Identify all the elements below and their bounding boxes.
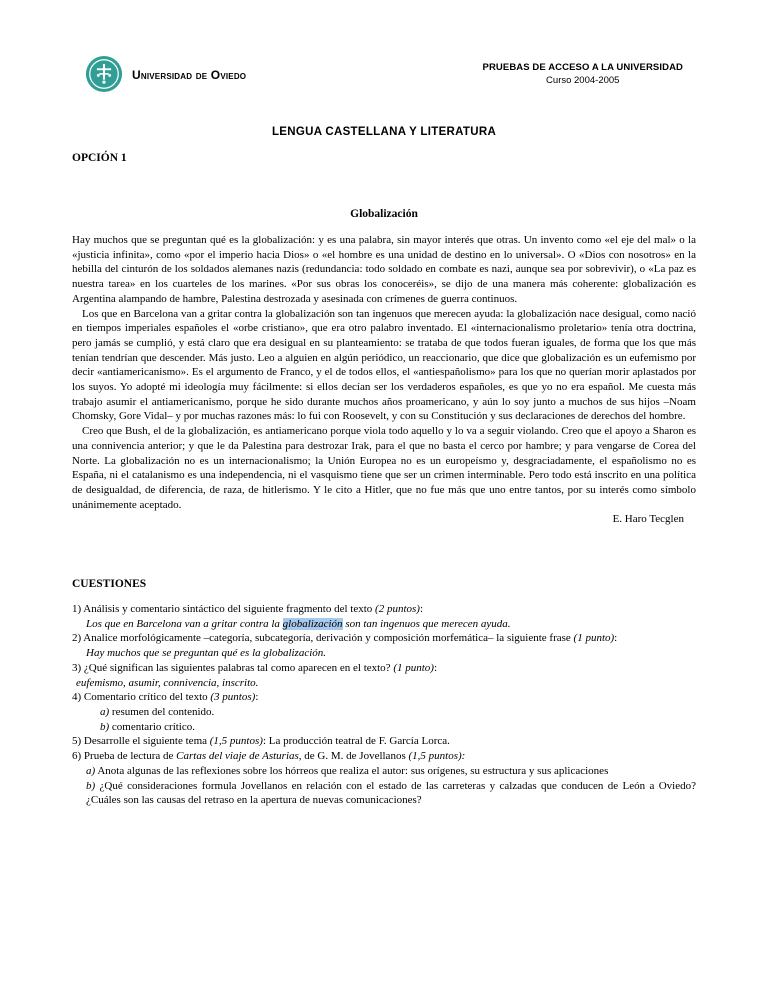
question-1 [72,602,696,631]
question-3-statement [72,661,696,676]
question-3 [72,661,696,690]
question-3-colon: : [433,661,438,674]
questions-heading: CUESTIONES [72,578,147,591]
question-1-statement [72,602,696,617]
question-3-points: (1 punto) [393,661,434,674]
question-4-text: 4) Comentario crítico del texto [72,691,211,704]
question-4-statement [72,690,696,705]
question-1-points: (2 puntos) [375,603,420,616]
book-title: Cartas del viaje de Asturias [176,750,299,763]
reading-paragraph-3: Creo que Bush, el de la globalización, es antiamericano porque viola todo aquello y lo va a seguir violando. Creo que el apoyo a Sharon es una connivencia anterior; y que le da Palestina para destrozar Irak, para el que no basta el cerco por hambre; y para vengarse de Corea del Norte. La globalización no es un internacionalismo; la Unión Europea no es un europeísmo y, desgraciadamente, el españolismo no es España, ni el catalanismo es una independencia, ni el vasquismo tiene que ser un crimen interminable. Pero todo está inscrito en una política de desigualdad, de diferencia, de raza, de hitlerismo. Y le cito a Hitler, que no fue más que uno entre tantos, por su interés como símbolo unánimemente aceptado. [72,425,696,511]
reading-paragraph-1: Hay muchos que se preguntan qué es la globalización: y es una palabra, sin mayor interés que otras. Un invento como «el eje del mal» o la «justicia infinita», como «por el imperio hacia Dios» o «el hombre es una unidad de destino en lo universal». O «Dios con nosotros» en la hebilla del cinturón de los soldados alemanes nazis (redundancia: todo soldado en combate es nazi, aunque sea por sobrevivir), o «La paz es nuestra tarea» en los cuarteles de los marines. «Por sus obras los conoceréis», se dijo de una manera más coherente: globalización es Argentina alampando de hambre, Palestina destrozada y asesinada con crímenes de guerra continuos. [72,234,696,305]
question-2-statement [72,631,696,646]
course-year: Curso 2004-2005 [546,75,620,86]
page-header [85,55,683,93]
university-name: Universidad de Oviedo [132,68,247,82]
question-6-statement [72,749,696,764]
question-1-colon: : [419,603,424,616]
question-5-statement [72,734,696,749]
subject-title: LENGUA CASTELLANA Y LITERATURA [271,126,497,138]
question-6 [72,749,696,808]
item-b-label: b) [100,720,110,733]
question-5-points: (1,5 puntos) [209,735,263,748]
exam-title: PRUEBAS DE ACCESO A LA UNIVERSIDAD [482,62,683,73]
question-4-item-a [72,705,696,720]
question-1-text: 1) Análisis y comentario sintáctico del siguiente fragmento del texto [72,603,376,616]
question-4-item-b [72,720,696,735]
university-brand [85,55,246,93]
question-6-item-a [72,764,696,779]
question-4-points: (3 puntos) [210,691,256,704]
question-5-topic: : La producción teatral de F. García Lorca. [262,735,450,748]
item-a-text: resumen del contenido. [109,705,215,718]
question-5-text: 5) Desarrolle el siguiente tema [72,735,210,748]
question-6-text: 6) Prueba de lectura de [72,750,177,763]
fragment-post: son tan ingenuos que merecen ayuda. [342,617,511,630]
question-6-points: (1,5 puntos): [408,750,466,763]
question-4 [72,690,696,734]
question-6-item-b [72,779,696,808]
university-seal-icon [85,55,123,93]
question-2-text: 2) Analice morfológicamente –categoría, subcategoría, derivación y composición morfemática– la siguiente frase [72,632,574,645]
fragment-pre: Los que en Barcelona van a gritar contra la [86,617,283,630]
reading-title: Globalización [350,208,418,220]
highlighted-word: globalización [282,617,343,630]
question-3-words: eufemismo, asumir, connivencia, inscrito. [76,676,259,689]
reading-paragraph-2: Los que en Barcelona van a gritar contra la globalización son tan ingenuos que merecen ayuda: la globalización nace desigual, como nació en tiempos imperiales españoles el «orbe cristiano», que era otro palabro inventado. El «internacionalismo proletario» tenía otra doctrina, pero jamás se cumplió, y está claro que era desigual en su planteamiento: se trataba de que todos fueran iguales, de forma que los que más tenían tendrían que descender. Más justo. Leo a alguien en algún periódico, un reaccionario, que dice que globalización es un eufemismo por decir «antiamericanismo». Es el argumento de Franco, y el de todos ellos, el «antiespañolismo» para los que no querían morir aplastados por los suyos. Yo adopté mi ideología muy fácilmente: si ellos decían ser los verdaderos españoles, es que yo no era español. Me cuesta más trabajo asumir el antiamericanismo, porque he sido durante muchos años proamericano, y aún lo soy junto a muchos de sus hijos –Noam Chomsky, Gore Vidal– y por muchas razones más: lo fui con Roosevelt, y con su Constitución y sus declaraciones de derechos del hombre. [72,307,696,423]
question-2-colon: : [614,632,618,645]
author-signature: E. Haro Tecglen [612,513,684,526]
option-label: OPCIÓN 1 [72,152,127,164]
question-1-fragment [72,617,696,632]
item-a-text: Anota algunas de las reflexiones sobre los hórreos que realiza el autor: sus orígenes, su estructura y sus aplicaciones [95,764,609,777]
question-4-colon: : [255,691,259,704]
reading-text [72,233,696,512]
question-2 [72,631,696,660]
item-a-label: a) [100,705,110,718]
item-b-label: b) [86,779,96,792]
question-2-points: (1 punto) [573,632,615,645]
item-a-label: a) [86,764,96,777]
questions-list [72,602,696,808]
item-b-text: comentario crítico. [109,720,195,733]
question-3-text: 3) ¿Qué significan las siguientes palabras tal como aparecen en el texto? [72,661,394,674]
item-b-text: ¿Qué consideraciones formula Jovellanos en relación con el estado de las carreteras y calzadas que conducen de León a Oviedo? ¿Cuáles son las causas del retraso en la apertura de nuevas comunicaciones? [86,779,696,807]
question-5 [72,734,696,749]
question-2-fragment: Hay muchos que se preguntan qué es la globalización. [86,647,327,660]
question-6-author: , de G. M. de Jovellanos [298,750,409,763]
exam-header-block [483,55,683,86]
